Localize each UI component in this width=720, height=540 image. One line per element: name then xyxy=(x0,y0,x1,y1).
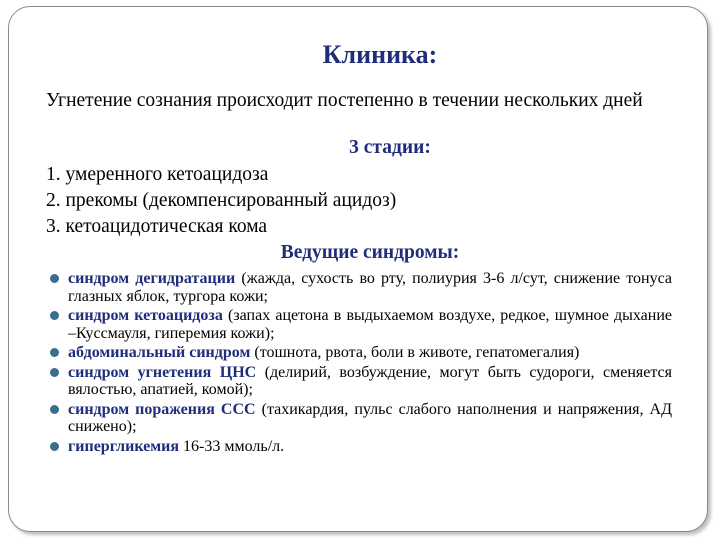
stages-heading: 3 стадии: xyxy=(349,137,431,158)
syndromes-list xyxy=(46,270,672,457)
syndrome-name: гипергликемия xyxy=(68,437,180,455)
stage-item-3: 3. кетоацидотическая кома xyxy=(46,216,268,237)
bullet-icon xyxy=(50,368,59,377)
syndrome-item xyxy=(46,344,672,362)
syndrome-name: синдром кетоацидоза xyxy=(68,307,223,324)
syndrome-item xyxy=(46,438,672,456)
syndrome-desc: (тахикардия, пульс слабого наполнения и напряжения, АД снижено); xyxy=(68,400,673,435)
syndromes-heading: Ведущие синдромы: xyxy=(280,242,460,263)
bullet-icon xyxy=(50,274,59,283)
syndrome-desc: 16-33 ммоль/л. xyxy=(179,437,285,455)
syndrome-name: синдром дегидратации xyxy=(68,270,236,287)
syndrome-item xyxy=(46,401,672,436)
syndrome-name: синдром угнетения ЦНС xyxy=(68,363,257,381)
intro-text: Угнетение сознания происходит постепенно в течении нескольких дней xyxy=(46,90,643,111)
syndrome-item xyxy=(46,270,672,305)
syndrome-desc: (тошнота, рвота, боли в животе, гепатомегалия) xyxy=(250,344,580,361)
bullet-icon xyxy=(50,348,59,357)
stage-item-1: 1. умеренного кетоацидоза xyxy=(46,164,269,185)
stage-item-2: 2. прекомы (декомпенсированный ацидоз) xyxy=(46,190,397,211)
syndrome-item xyxy=(46,364,672,399)
bullet-icon xyxy=(50,442,59,451)
syndrome-desc: (жажда, сухость во рту, полиурия 3-6 л/сут, снижение тонуса глазных яблок, тургора кожи; xyxy=(68,270,672,305)
syndrome-desc: (делирий, возбуждение, могут быть судороги, сменяется вялостью, апатией, комой); xyxy=(68,363,673,398)
syndrome-name: абдоминальный синдром xyxy=(68,344,251,361)
bullet-icon xyxy=(50,405,59,414)
slide-title: Клиника: xyxy=(322,40,438,69)
syndrome-item xyxy=(46,307,672,342)
syndrome-desc: (запах ацетона в выдыхаемом воздухе, редкое, шумное дыхание –Куссмауля, гиперемия кожи); xyxy=(68,307,673,342)
syndrome-name: синдром поражения ССС xyxy=(68,400,256,418)
bullet-icon xyxy=(50,311,59,320)
